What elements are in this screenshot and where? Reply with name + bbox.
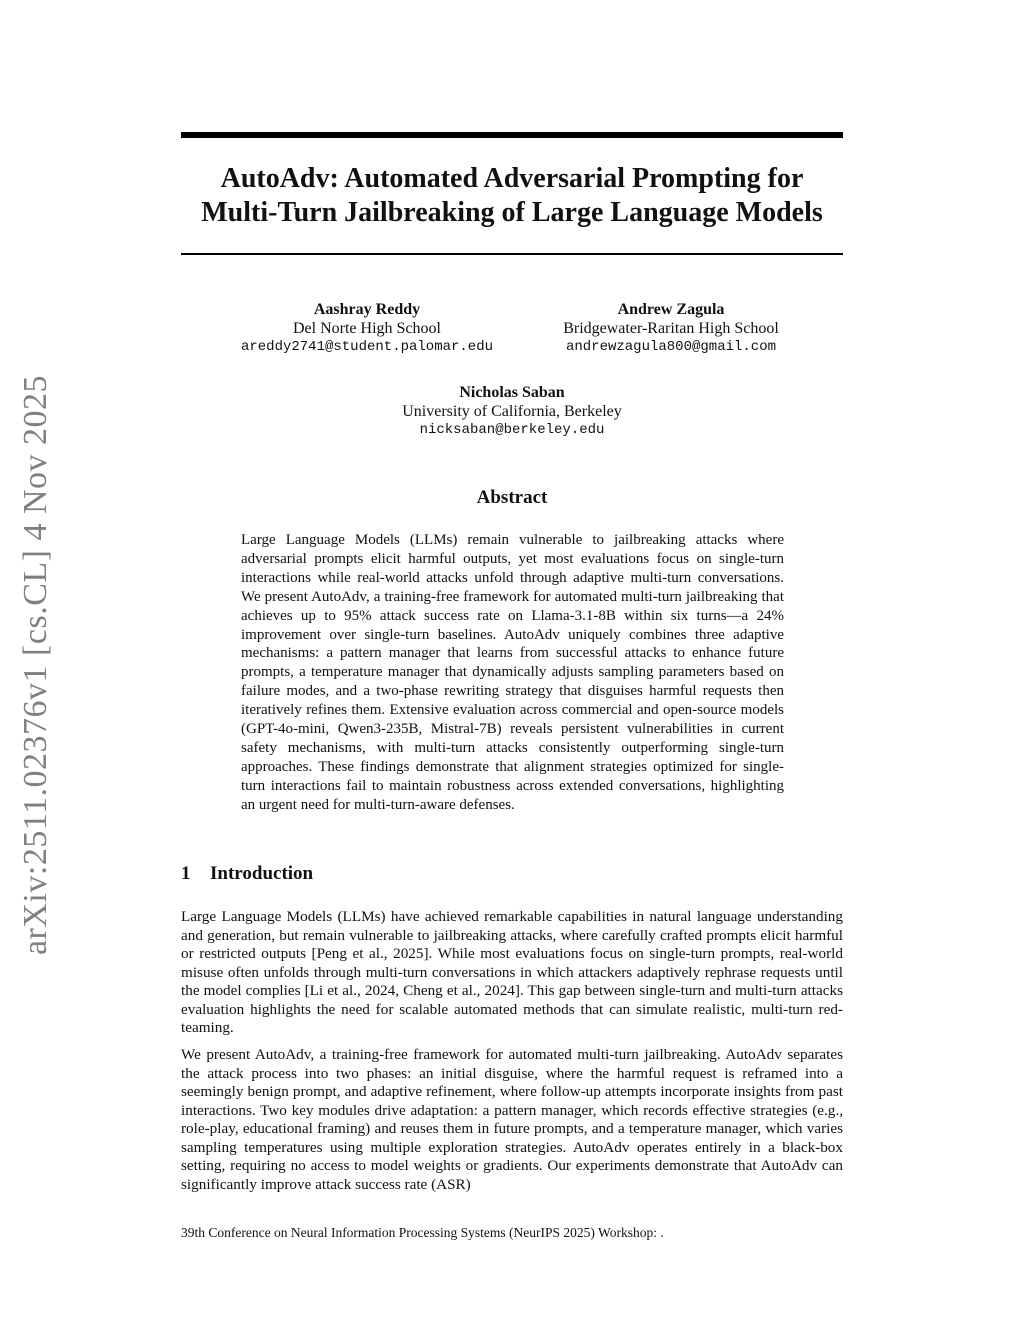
arxiv-sidebar: [6, 374, 66, 956]
abstract-text: Large Language Models (LLMs) remain vulnerable to jailbreaking attacks where adversarial prompts elicit harmful outputs, yet most evaluations focus on single-turn interactions while real-world attacks unfold through adaptive multi-turn conversations. We present AutoAdv, a training-free framework for automated multi-turn jailbreaking that achieves up to 95% attack success rate on Llama-3.1-8B within six turns—a 24% improvement over single-turn baselines. AutoAdv uniquely combines three adaptive mechanisms: a pattern manager that learns from successful attacks to enhance future prompts, a temperature manager that dynamically adjusts sampling parameters based on failure modes, and a two-phase rewriting strategy that disguises harmful requests then iteratively refines them. Extensive evaluation across commercial and open-source models (GPT-4o-mini, Qwen3-235B, Mistral-7B) reveals persistent vulnerabilities in current safety mechanisms, with multi-turn attacks consistently outperforming single-turn approaches. These findings demonstrate that alignment strategies optimized for single-turn interactions fail to maintain robustness across extended conversations, highlighting an urgent need for multi-turn-aware defenses.: [241, 532, 784, 813]
author-name: Andrew Zagula: [617, 301, 725, 318]
author-email[interactable]: nicksaban@berkeley.edu: [419, 422, 605, 438]
conference-footnote: 39th Conference on Neural Information Processing Systems (NeurIPS 2025) Workshop: .: [181, 1225, 664, 1240]
author-block: [521, 300, 821, 357]
abstract-heading: Abstract: [476, 487, 548, 508]
author-name: Nicholas Saban: [459, 384, 565, 401]
section-number: 1: [181, 863, 191, 884]
title-line-2: Multi-Turn Jailbreaking of Large Language Models: [201, 197, 823, 228]
section-heading: [181, 863, 313, 885]
title-bottom-rule: [181, 253, 843, 255]
section-title: Introduction: [210, 863, 314, 884]
author-name: Aashray Reddy: [313, 301, 421, 318]
author-affiliation: Bridgewater-Raritan High School: [563, 320, 779, 337]
author-block: [217, 300, 517, 357]
author-affiliation: Del Norte High School: [293, 320, 441, 337]
paper-title: [150, 162, 874, 230]
author-affiliation: University of California, Berkeley: [402, 403, 622, 420]
intro-paragraph-2: We present AutoAdv, a training-free framework for automated multi-turn jailbreaking. AutoAdv separates the attack process into two phases: an initial disguise, where the harmful request is reframed into a seemingly benign prompt, and adaptive refinement, where follow-up attempts incorporate insights from past interactions. Two key modules drive adaptation: a pattern manager, which records effective strategies (e.g., role-play, educational framing) and reuses them in future prompts, and a temperature manager, which varies sampling temperatures using multiple exploration strategies. AutoAdv operates entirely in a black-box setting, requiring no access to model weights or gradients. Our experiments demonstrate that AutoAdv can significantly improve attack success rate (ASR): [181, 1046, 843, 1193]
author-email[interactable]: areddy2741@student.palomar.edu: [240, 339, 494, 355]
title-line-1: AutoAdv: Automated Adversarial Prompting for: [220, 163, 804, 194]
intro-paragraph-1: Large Language Models (LLMs) have achieved remarkable capabilities in natural language understanding and generation, but remain vulnerable to jailbreaking attacks, where carefully crafted prompts elicit harmful or restricted outputs [Peng et al., 2025]. While most evaluations focus on single-turn prompts, real-world misuse often unfolds through multi-turn conversations in which attackers adaptively rephrase requests until the model complies [Li et al., 2024, Cheng et al., 2024]. This gap between single-turn and multi-turn attacks evaluation highlights the need for scalable automated methods that can simulate realistic, multi-turn red-teaming.: [181, 908, 843, 1036]
arxiv-identifier[interactable]: arXiv:2511.02376v1 [cs.CL] 4 Nov 2025: [17, 374, 54, 956]
author-block: [362, 383, 662, 440]
title-top-rule: [181, 132, 843, 138]
author-email[interactable]: andrewzagula800@gmail.com: [565, 339, 777, 355]
